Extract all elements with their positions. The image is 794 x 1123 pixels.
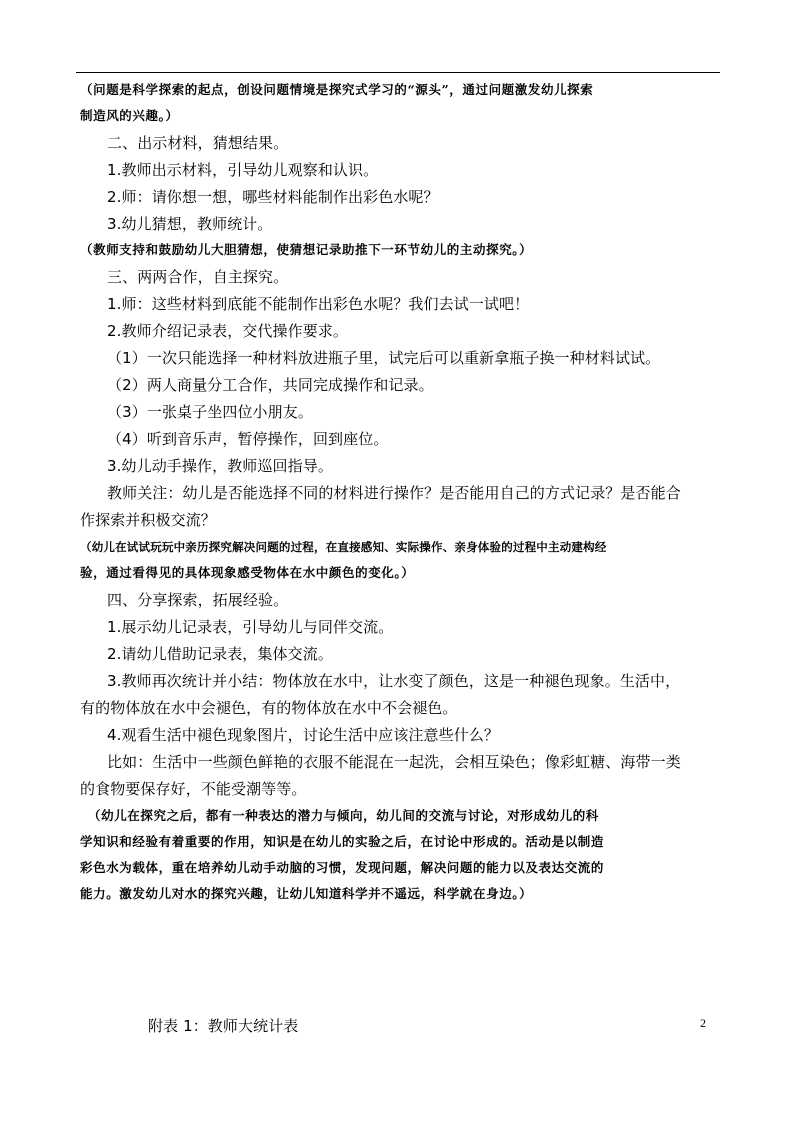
example-line-1: 比如：生活中一些颜色鲜艳的衣服不能混在一起洗，会相互染色；像彩虹糖、海带一类	[107, 753, 681, 771]
note-explore-line-1: （幼儿在试试玩玩中亲历探究解决问题的过程，在直接感知、实际操作、亲身体验的过程中主动建构经	[80, 540, 607, 554]
section-4-step-2: 2.请幼儿借助记录表，集体交流。	[107, 645, 333, 663]
section-3-rule-3: （3）一张桌子坐四位小朋友。	[107, 403, 313, 421]
section-2-step-1: 1.教师出示材料，引导幼儿观察和认识。	[107, 161, 379, 179]
section-2-heading: 二、出示材料，猜想结果。	[107, 134, 289, 152]
appendix-title: 附表 1：教师大统计表	[148, 1017, 299, 1035]
note-problem-line-1: （问题是科学探索的起点，创设问题情境是探究式学习的“源头”，通过问题激发幼儿探索	[80, 82, 594, 97]
note-guess: （教师支持和鼓励幼儿大胆猜想，使猜想记录助推下一环节幼儿的主动探究。）	[80, 242, 533, 257]
teacher-focus-line-2: 作探索并积极交流？	[80, 511, 216, 529]
section-3-rule-4: （4）听到音乐声，暂停操作，回到座位。	[107, 430, 389, 448]
section-2-step-2: 2.师：请你想一想，哪些材料能制作出彩色水呢？	[107, 188, 439, 206]
note-summary-line-3: 彩色水为载体，重在培养幼儿动手动脑的习惯，发现问题，解决问题的能力以及表达交流的	[80, 860, 605, 875]
section-4-step-1: 1.展示幼儿记录表，引导幼儿与同伴交流。	[107, 618, 394, 636]
note-summary-line-2: 学知识和经验有着重要的作用，知识是在幼儿的实验之后，在讨论中形成的。活动是以制造	[80, 834, 605, 849]
section-4-heading: 四、分享探索，拓展经验。	[107, 591, 289, 609]
section-4-step-3-line-2: 有的物体放在水中会褪色，有的物体放在水中不会褪色。	[80, 699, 458, 717]
example-line-2: 的食物要保存好，不能受潮等等。	[80, 780, 307, 798]
note-explore-line-2: 验，通过看得见的具体现象感受物体在水中颜色的变化。）	[80, 565, 415, 580]
note-summary-line-4: 能力。激发幼儿对水的探究兴趣，让幼儿知道科学并不遥远，科学就在身边。）	[80, 886, 533, 901]
section-3-step-1: 1.师：这些材料到底能不能制作出彩色水呢？我们去试一试吧！	[107, 295, 530, 313]
teacher-focus-line-1: 教师关注：幼儿是否能选择不同的材料进行操作？是否能用自己的方式记录？是否能合	[107, 484, 681, 502]
section-3-heading: 三、两两合作，自主探究。	[107, 268, 289, 286]
header-rule	[76, 72, 720, 73]
section-3-step-3: 3.幼儿动手操作，教师巡回指导。	[107, 457, 333, 475]
section-4-step-4: 4.观看生活中褪色现象图片，讨论生活中应该注意些什么？	[107, 726, 500, 744]
section-3-rule-1: （1）一次只能选择一种材料放进瓶子里，试完后可以重新拿瓶子换一种材料试试。	[107, 349, 661, 367]
section-4-step-3-line-1: 3.教师再次统计并小结：物体放在水中，让水变了颜色，这是一种褪色现象。生活中，	[107, 672, 681, 690]
section-3-step-2: 2.教师介绍记录表，交代操作要求。	[107, 322, 349, 340]
section-2-step-3: 3.幼儿猜想，教师统计。	[107, 215, 273, 233]
page-number: 2	[700, 1016, 706, 1030]
section-3-rule-2: （2）两人商量分工合作，共同完成操作和记录。	[107, 376, 434, 394]
note-problem-line-2: 制造风的兴趣。）	[80, 108, 179, 123]
note-summary-line-1: （幼儿在探究之后，都有一种表达的潜力与倾向，幼儿间的交流与讨论，对形成幼儿的科	[88, 808, 599, 823]
